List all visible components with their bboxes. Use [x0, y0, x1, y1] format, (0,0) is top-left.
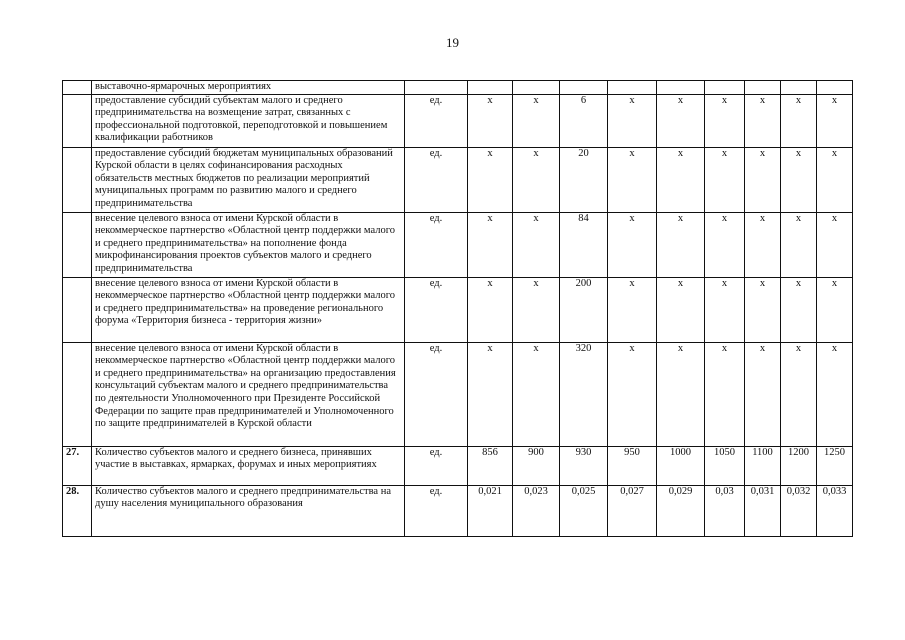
value-cell — [608, 81, 657, 95]
value-cell: х — [657, 94, 705, 147]
value-cell: 20 — [560, 147, 608, 212]
value-cell: х — [608, 147, 657, 212]
unit-cell: ед. — [405, 147, 468, 212]
table-row — [63, 147, 853, 212]
value-cell: х — [513, 212, 560, 277]
unit-cell: ед. — [405, 342, 468, 446]
value-cell: х — [468, 212, 513, 277]
value-cell: 900 — [513, 446, 560, 485]
unit-cell: ед. — [405, 446, 468, 485]
indicator-description: внесение целевого взноса от имени Курской области в некоммерческое партнерство «Областной центр поддержки малого и среднего предпринимательства» на проведение регионального форума «Территория бизнеса - территория жизни» — [92, 277, 405, 342]
unit-cell — [405, 81, 468, 95]
row-number: 27. — [63, 446, 92, 485]
value-cell: х — [745, 147, 781, 212]
unit-cell: ед. — [405, 212, 468, 277]
value-cell: х — [817, 94, 853, 147]
value-cell: х — [608, 94, 657, 147]
value-cell: х — [657, 212, 705, 277]
value-cell: 0,032 — [781, 485, 817, 536]
table-row — [63, 485, 853, 536]
row-number — [63, 277, 92, 342]
indicator-description: внесение целевого взноса от имени Курской области в некоммерческое партнерство «Областной центр поддержки малого и среднего предпринимательства» на пополнение фонда микрофинансирования проектов субъектов малого и среднего предпринимательства — [92, 212, 405, 277]
value-cell: х — [513, 342, 560, 446]
indicator-description: Количество субъектов малого и среднего предпринимательства на душу населения муниципального образования — [92, 485, 405, 536]
value-cell: х — [745, 212, 781, 277]
table-row — [63, 81, 853, 95]
value-cell: х — [657, 342, 705, 446]
table-row — [63, 277, 853, 342]
value-cell: 950 — [608, 446, 657, 485]
row-number: 28. — [63, 485, 92, 536]
row-number — [63, 342, 92, 446]
indicator-description: Количество субъектов малого и среднего бизнеса, принявших участие в выставках, ярмарках, форумах и иных мероприятиях — [92, 446, 405, 485]
unit-cell: ед. — [405, 94, 468, 147]
value-cell: 1100 — [745, 446, 781, 485]
value-cell: х — [468, 147, 513, 212]
value-cell: х — [705, 212, 745, 277]
value-cell: х — [781, 94, 817, 147]
unit-cell: ед. — [405, 277, 468, 342]
value-cell: 0,025 — [560, 485, 608, 536]
value-cell: х — [657, 147, 705, 212]
value-cell: х — [513, 94, 560, 147]
indicator-description: внесение целевого взноса от имени Курской области в некоммерческое партнерство «Областной центр поддержки малого и среднего предпринимательства» на организацию предоставления консультаций субъектам малого и среднего предпринимательства по деятельности Уполномоченного при Президенте Российской Федерации по защите прав предпринимателей и Уполномоченного по защите предпринимателей в Курской области — [92, 342, 405, 446]
value-cell: х — [608, 342, 657, 446]
value-cell: 0,021 — [468, 485, 513, 536]
value-cell: х — [745, 342, 781, 446]
value-cell — [781, 81, 817, 95]
row-number — [63, 212, 92, 277]
value-cell: х — [513, 147, 560, 212]
value-cell — [745, 81, 781, 95]
value-cell — [560, 81, 608, 95]
value-cell: х — [817, 342, 853, 446]
value-cell — [513, 81, 560, 95]
row-number — [63, 147, 92, 212]
value-cell: х — [781, 342, 817, 446]
value-cell: х — [705, 277, 745, 342]
value-cell: х — [468, 277, 513, 342]
unit-cell: ед. — [405, 485, 468, 536]
indicator-description: предоставление субсидий бюджетам муниципальных образований Курской области в целях софинансирования расходных обязательств местных бюджетов по реализации мероприятий муниципальных программ по развитию малого и среднего предпринимательства — [92, 147, 405, 212]
value-cell: х — [657, 277, 705, 342]
value-cell: х — [781, 147, 817, 212]
indicator-description: предоставление субсидий субъектам малого и среднего предпринимательства на возмещение затрат, связанных с профессиональной подготовкой, переподготовкой и повышением квалификации работников — [92, 94, 405, 147]
table-row — [63, 94, 853, 147]
value-cell: х — [817, 147, 853, 212]
value-cell: х — [817, 277, 853, 342]
value-cell: 0,033 — [817, 485, 853, 536]
value-cell: 0,029 — [657, 485, 705, 536]
value-cell: х — [513, 277, 560, 342]
row-number — [63, 81, 92, 95]
value-cell: х — [608, 212, 657, 277]
value-cell: 200 — [560, 277, 608, 342]
value-cell: 0,027 — [608, 485, 657, 536]
value-cell: х — [781, 212, 817, 277]
value-cell: 930 — [560, 446, 608, 485]
table-row — [63, 212, 853, 277]
value-cell — [705, 81, 745, 95]
value-cell: 0,03 — [705, 485, 745, 536]
value-cell: х — [608, 277, 657, 342]
value-cell: 84 — [560, 212, 608, 277]
table-row — [63, 446, 853, 485]
value-cell: 1250 — [817, 446, 853, 485]
value-cell: 1050 — [705, 446, 745, 485]
value-cell: 6 — [560, 94, 608, 147]
value-cell: 0,031 — [745, 485, 781, 536]
value-cell: 320 — [560, 342, 608, 446]
value-cell: х — [817, 212, 853, 277]
value-cell: х — [781, 277, 817, 342]
value-cell: 1000 — [657, 446, 705, 485]
value-cell — [817, 81, 853, 95]
value-cell: 856 — [468, 446, 513, 485]
value-cell: х — [705, 342, 745, 446]
value-cell — [468, 81, 513, 95]
row-number — [63, 94, 92, 147]
value-cell: 1200 — [781, 446, 817, 485]
value-cell: 0,023 — [513, 485, 560, 536]
value-cell: х — [745, 277, 781, 342]
value-cell: х — [745, 94, 781, 147]
page-number: 19 — [446, 35, 459, 50]
indicator-description: выставочно-ярмарочных мероприятиях — [92, 81, 405, 95]
value-cell: х — [705, 94, 745, 147]
value-cell: х — [468, 342, 513, 446]
indicators-table — [62, 80, 853, 537]
table-row — [63, 342, 853, 446]
value-cell: х — [468, 94, 513, 147]
value-cell — [657, 81, 705, 95]
value-cell: х — [705, 147, 745, 212]
